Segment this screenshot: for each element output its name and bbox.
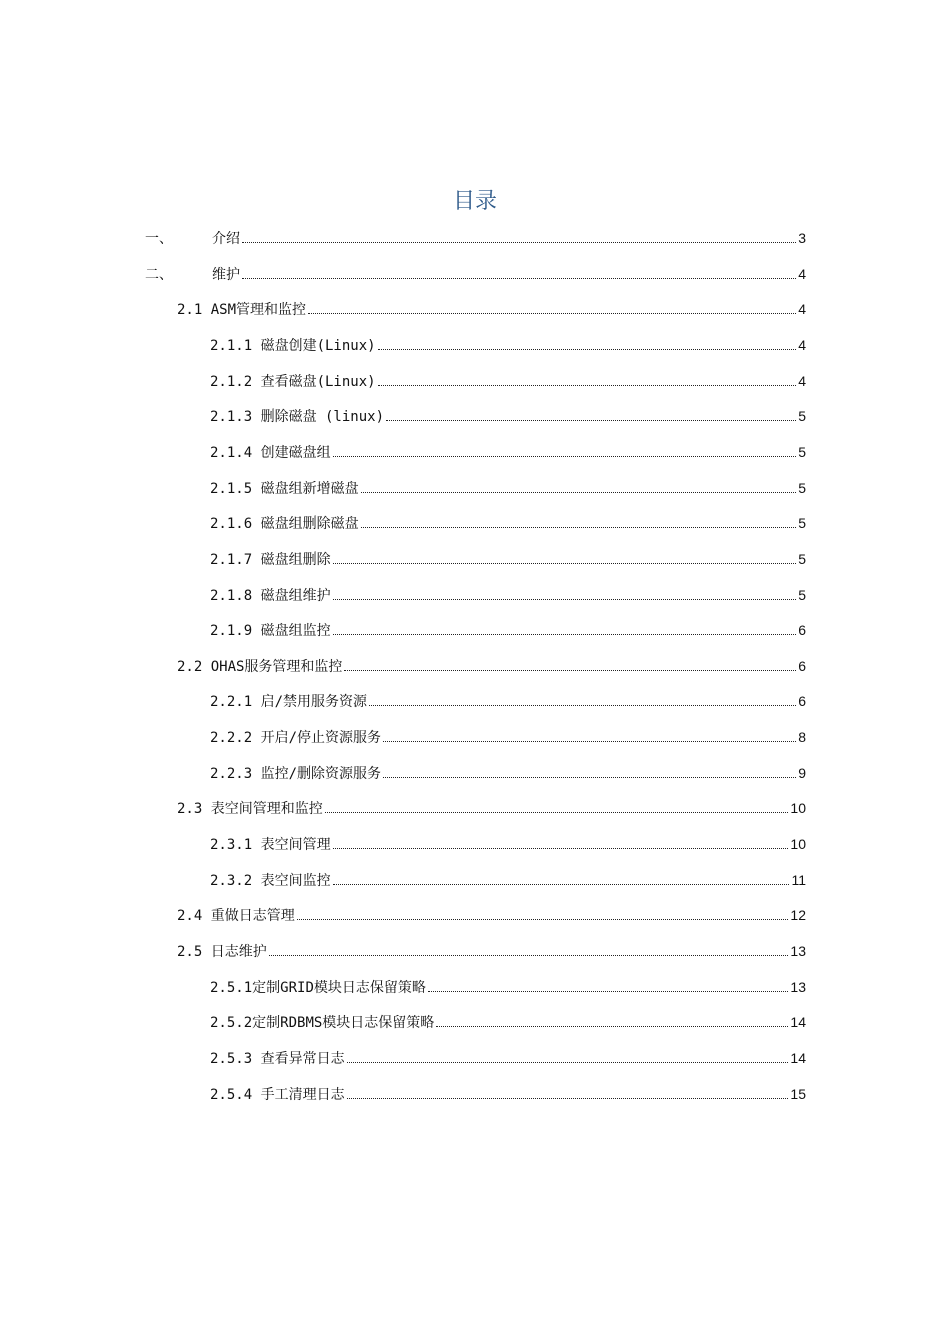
toc-entry-page: 9 (798, 764, 806, 781)
toc-entry[interactable] (177, 796, 806, 820)
toc-leader-dots (308, 312, 796, 314)
toc-entry[interactable] (210, 1082, 806, 1106)
toc-entry-title: 日志维护 (210, 944, 267, 960)
toc-entry-page: 10 (790, 836, 806, 853)
toc-entry[interactable] (210, 404, 806, 428)
toc-entry-title: 磁盘组新增磁盘 (260, 480, 359, 497)
toc-entry[interactable] (177, 297, 806, 321)
toc-entry[interactable] (210, 725, 806, 749)
toc-entry-title: 监控/删除资源服务 (260, 765, 382, 782)
toc-entry[interactable] (177, 654, 806, 678)
toc-entry-number: 二、 (145, 266, 173, 283)
toc-entry[interactable] (210, 832, 806, 856)
toc-entry-number: 2.5.3 (210, 1050, 261, 1067)
toc-entry-number: 2.1.2 (210, 373, 261, 390)
toc-entry-page: 8 (798, 729, 806, 746)
toc-entry[interactable] (210, 440, 806, 464)
toc-entry-title: 查看异常日志 (260, 1050, 345, 1067)
toc-entry-number: 2.3 (177, 801, 211, 818)
toc-entry-page: 4 (798, 265, 806, 282)
toc-entry-title: 重做日志管理 (210, 908, 295, 925)
toc-entry[interactable] (210, 868, 806, 892)
toc-entry[interactable] (210, 1010, 806, 1034)
toc-entry-number: 2.5 (177, 944, 211, 960)
toc-entry-page: 13 (790, 943, 806, 959)
toc-entry-page: 5 (798, 443, 806, 460)
toc-leader-dots (428, 990, 789, 992)
toc-leader-dots (333, 883, 790, 885)
toc-entry-number: 2.4 (177, 908, 211, 925)
toc-entry-number: 2.1.8 (210, 587, 261, 604)
toc-entry-page: 4 (798, 372, 806, 389)
toc-entry-title: 表空间管理和监控 (210, 801, 323, 818)
toc-entry-title: 定制GRID模块日志保留策略 (252, 979, 426, 996)
toc-entry[interactable] (210, 618, 806, 642)
toc-entry-title: 表空间监控 (260, 872, 331, 889)
toc-entry-number: 2.1.7 (210, 551, 261, 568)
toc-entry-title: 磁盘组删除 (260, 551, 331, 568)
toc-entry-number: 2.3.2 (210, 872, 261, 889)
toc-leader-dots (333, 598, 797, 600)
toc-entry[interactable] (210, 689, 806, 713)
toc-title: 目录 (452, 189, 497, 214)
toc-entry[interactable] (177, 939, 806, 963)
toc-entry-page: 5 (798, 586, 806, 603)
toc-leader-dots (383, 740, 796, 742)
toc-leader-dots (333, 455, 797, 457)
toc-leader-dots (242, 277, 796, 279)
toc-leader-dots (269, 954, 789, 956)
toc-entry-title: 磁盘组删除磁盘 (260, 516, 359, 533)
toc-entry-title: 启/禁用服务资源 (260, 694, 368, 711)
toc-entry-page: 3 (798, 230, 806, 246)
toc-entry-page: 13 (790, 978, 806, 995)
toc-leader-dots (436, 1025, 788, 1027)
toc-entry-number: 2.5.2 (210, 1015, 253, 1032)
toc-entry-page: 4 (798, 336, 806, 353)
toc-entry-number: 2.1 (177, 302, 211, 319)
toc-entry-number: 一、 (145, 231, 173, 247)
toc-entry[interactable] (210, 583, 806, 607)
toc-leader-dots (333, 562, 797, 564)
toc-entry-title: 创建磁盘组 (260, 444, 331, 461)
toc-entry[interactable] (210, 975, 806, 999)
toc-entry-number: 2.5.4 (210, 1086, 261, 1103)
toc-entry[interactable] (210, 761, 806, 785)
toc-entry-number: 2.1.4 (210, 444, 261, 461)
toc-leader-dots (361, 526, 797, 528)
toc-entry[interactable] (177, 903, 806, 927)
toc-entry[interactable] (210, 369, 806, 393)
toc-entry-page: 4 (798, 301, 806, 318)
toc-entry[interactable] (210, 1046, 806, 1070)
toc-entry-number: 2.1.5 (210, 480, 261, 497)
toc-entry-page: 14 (790, 1014, 806, 1031)
toc-entry-page: 15 (790, 1085, 806, 1102)
toc-entry[interactable] (210, 333, 806, 357)
toc-entry-title: 维护 (212, 266, 240, 283)
toc-entry-title: 磁盘组维护 (260, 587, 331, 604)
toc-entry-title: 磁盘创建(Linux) (260, 337, 376, 354)
toc-entry-page: 11 (791, 871, 806, 888)
toc-leader-dots (383, 776, 796, 778)
toc-entry[interactable] (145, 262, 806, 286)
toc-entry-title: 手工清理日志 (260, 1086, 345, 1103)
toc-entry-page: 5 (798, 515, 806, 532)
toc-entry-page: 6 (798, 657, 806, 674)
toc-entry-number: 2.3.1 (210, 837, 261, 854)
toc-leader-dots (344, 669, 796, 671)
toc-entry-page: 6 (798, 693, 806, 710)
toc-entry[interactable] (210, 511, 806, 535)
toc-entry-title: 定制RDBMS模块日志保留策略 (252, 1015, 435, 1032)
toc-entry-title: 磁盘组监控 (260, 623, 331, 640)
toc-entry-number: 2.2.2 (210, 730, 261, 747)
toc-leader-dots (347, 1097, 789, 1099)
toc-leader-dots (361, 491, 797, 493)
toc-leader-dots (325, 811, 789, 813)
toc-entry-number: 2.2 (177, 658, 211, 675)
toc-leader-dots (378, 348, 797, 350)
toc-entry-number: 2.1.6 (210, 516, 261, 533)
toc-entry-page: 5 (798, 550, 806, 567)
toc-entry[interactable] (145, 226, 806, 250)
toc-entry-page: 5 (798, 408, 806, 425)
toc-entry-number: 2.5.1 (210, 979, 253, 996)
toc-entry-title: 查看磁盘(Linux) (260, 373, 376, 390)
toc-entry[interactable] (210, 547, 806, 571)
toc-entry-page: 14 (790, 1049, 806, 1066)
toc-entry-number: 2.1.1 (210, 337, 261, 354)
toc-entry-page: 10 (790, 800, 806, 817)
toc-entry-number: 2.2.3 (210, 765, 261, 782)
toc-entry-page: 5 (798, 479, 806, 496)
toc-entry-title: 介绍 (212, 231, 240, 247)
toc-leader-dots (297, 918, 789, 920)
toc-leader-dots (333, 633, 797, 635)
toc-leader-dots (386, 419, 796, 421)
toc-entry-title: 开启/停止资源服务 (260, 730, 382, 747)
toc-leader-dots (333, 847, 789, 849)
toc-entry[interactable] (210, 476, 806, 500)
toc-entry-title: 删除磁盘 (linux) (260, 409, 385, 426)
toc-leader-dots (242, 241, 796, 243)
toc-leader-dots (347, 1061, 789, 1063)
toc-leader-dots (369, 704, 796, 706)
toc-entry-title: 表空间管理 (260, 837, 331, 854)
toc-entry-title: OHAS服务管理和监控 (210, 658, 343, 675)
toc-entry-page: 12 (790, 907, 806, 924)
toc-entry-title: ASM管理和监控 (210, 302, 307, 319)
toc-entry-number: 2.2.1 (210, 694, 261, 711)
toc-entry-number: 2.1.9 (210, 623, 261, 640)
toc-entry-page: 6 (798, 622, 806, 639)
toc-entry-number: 2.1.3 (210, 409, 261, 426)
toc-leader-dots (378, 384, 797, 386)
